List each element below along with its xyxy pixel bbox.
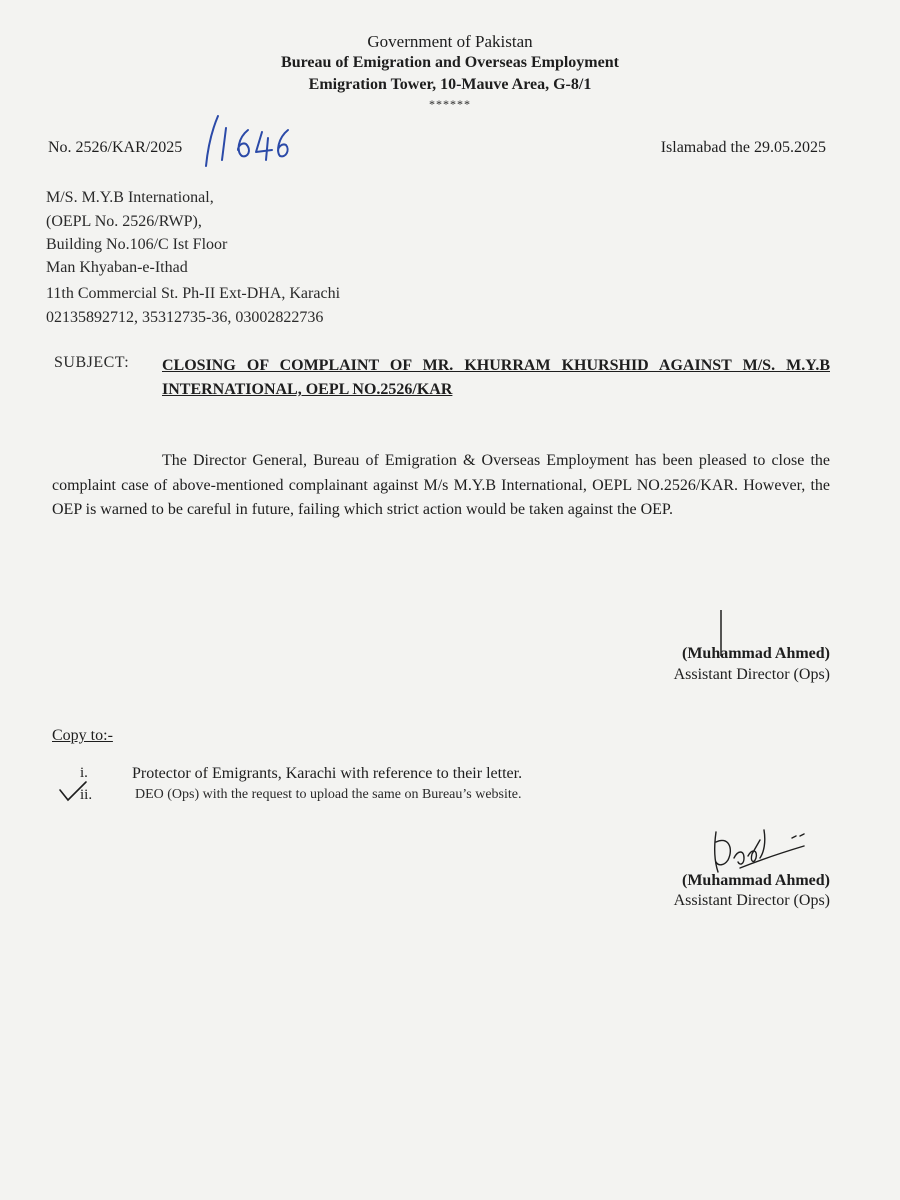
letterhead-bureau: Bureau of Emigration and Overseas Employment — [281, 54, 619, 71]
addressee-line: 11th Commercial St. Ph-II Ext-DHA, Karachi — [46, 285, 341, 302]
addressee-line: Building No.106/C Ist Floor — [46, 236, 228, 253]
subject-text: CLOSING OF COMPLAINT OF MR. KHURRAM KHURSHID AGAINST M/S. M.Y.B INTERNATIONAL, OEPL NO.2526/KAR — [162, 357, 830, 398]
signatory-name: (Muhammad Ahmed) — [681, 872, 830, 889]
signatory-name: (Muhammad Ahmed) — [681, 645, 830, 662]
copy-item-number: i. — [80, 765, 88, 781]
handwritten-diary-number — [200, 112, 300, 172]
subject-label: SUBJECT: — [54, 354, 130, 371]
addressee-line: (OEPL No. 2526/RWP), — [46, 213, 202, 230]
signatory-title: Assistant Director (Ops) — [673, 666, 830, 683]
signatory-title: Assistant Director (Ops) — [673, 892, 830, 909]
letterhead-stars: ****** — [429, 97, 471, 111]
addressee-line: 02135892712, 35312735-36, 03002822736 — [46, 309, 324, 326]
body-paragraph: The Director General, Bureau of Emigration & Overseas Employment has been pleased to close the complaint case of above-mentioned complainant against M/s M.Y.B International, OEPL NO.2526/KAR. However, the OEP is warned to be careful in future, failing which strict action would be taken against the OEP. — [52, 452, 830, 518]
letterhead-government: Government of Pakistan — [367, 32, 533, 51]
copy-to-heading: Copy to:- — [52, 727, 113, 744]
copy-item-text: DEO (Ops) with the request to upload the same on Bureau’s website. — [135, 787, 522, 802]
letterhead-address: Emigration Tower, 10-Mauve Area, G-8/1 — [308, 76, 592, 93]
reference-number: No. 2526/KAR/2025 — [48, 139, 183, 156]
copy-item-number: ii. — [80, 787, 93, 803]
place-date: Islamabad the 29.05.2025 — [660, 139, 826, 156]
addressee-line: Man Khyaban-e-Ithad — [46, 259, 188, 276]
addressee-line: M/S. M.Y.B International, — [46, 189, 214, 206]
copy-item-text: Protector of Emigrants, Karachi with reference to their letter. — [132, 765, 523, 782]
